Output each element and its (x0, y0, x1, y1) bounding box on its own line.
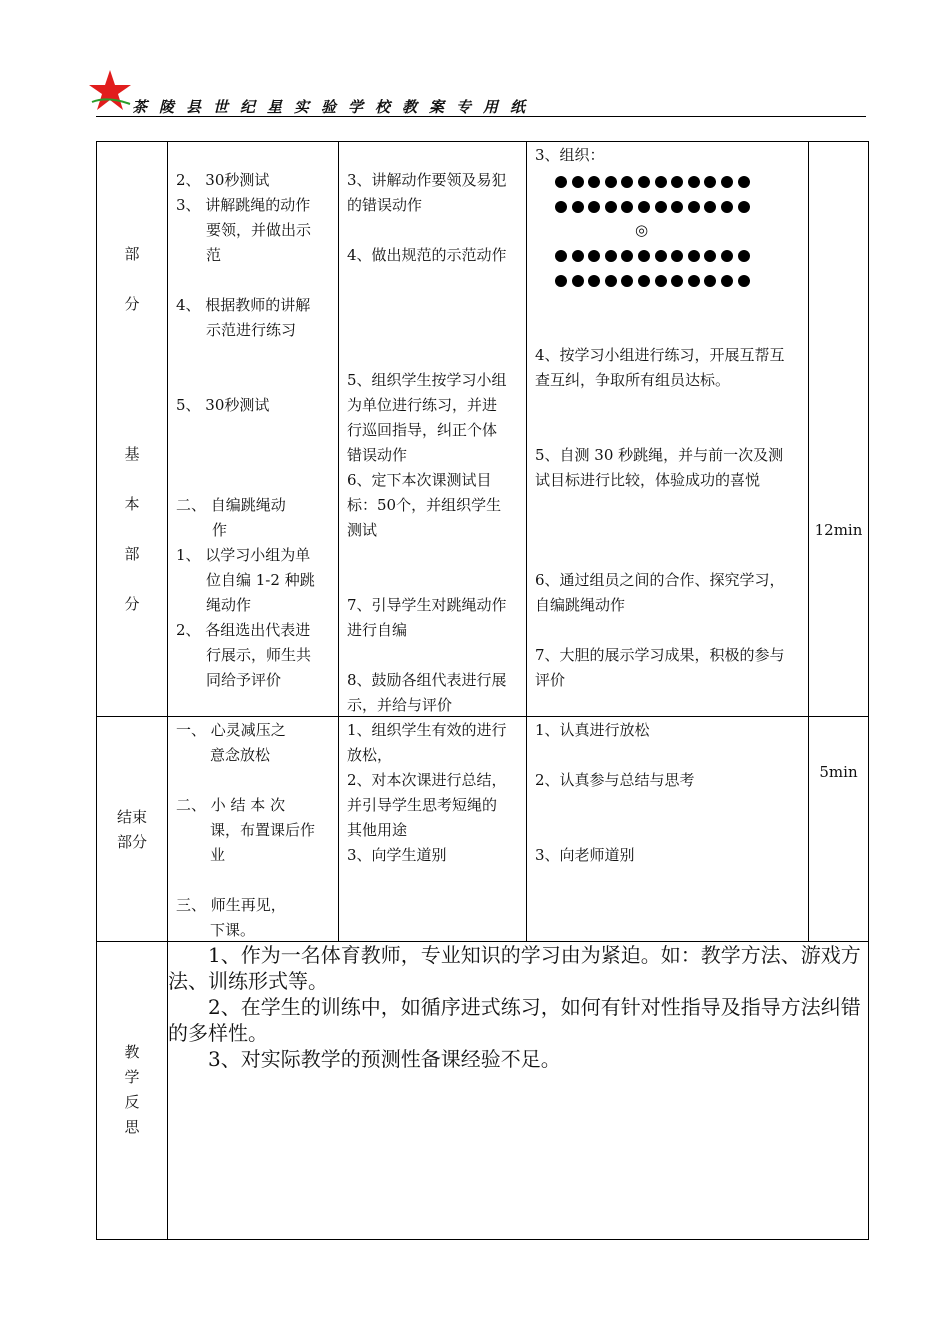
student-dot-icon (704, 250, 716, 262)
content-line: 4、 根据教师的讲解 (176, 296, 311, 314)
teacher-line: 2、对本次课进行总结， (347, 771, 507, 789)
student-dot-icon (671, 250, 683, 262)
student-line: 6、通过组员之间的合作、探究学习， (535, 571, 785, 589)
teacher-line: 3、讲解动作要领及易犯 (347, 171, 507, 189)
content-line: 课，布置课后作 (210, 821, 316, 839)
student-dot-icon (721, 250, 733, 262)
teacher-line: 进行自编 (347, 621, 408, 639)
teacher-line: 3、向学生道别 (347, 846, 447, 864)
content-line: 2、 30秒测试 (176, 171, 270, 189)
ending-teacher-cell (339, 717, 527, 942)
basic-section-label (97, 142, 168, 717)
teacher-line: 7、引导学生对跳绳动作 (347, 596, 507, 614)
student-line: 试目标进行比较，体验成功的喜悦 (535, 471, 761, 489)
header-rule (96, 116, 866, 117)
label-char: 分 (124, 595, 140, 613)
student-line: 查互纠，争取所有组员达标。 (535, 371, 731, 389)
teacher-line: 放松， (347, 746, 393, 764)
school-name: 茶陵县世纪星实验学校教案专用纸 (132, 98, 538, 116)
organization-label: 3、组织： (535, 146, 605, 164)
student-formation-row (555, 243, 754, 268)
content-line: 行展示，师生共 (206, 646, 312, 664)
teacher-line: 1、组织学生有效的进行 (347, 721, 507, 739)
teacher-line: 的错误动作 (347, 196, 423, 214)
student-dot-icon (671, 275, 683, 287)
student-dot-icon (605, 201, 617, 213)
student-dot-icon (572, 201, 584, 213)
time-value: 12min (814, 521, 863, 539)
content-line: 一、 心灵减压之 (176, 721, 286, 739)
student-dot-icon (621, 176, 633, 188)
reflection-section-row (97, 942, 869, 1240)
teacher-line: 4、做出规范的示范动作 (347, 246, 507, 264)
label-char: 分 (124, 295, 140, 313)
student-dot-icon (555, 201, 567, 213)
student-dot-icon (688, 201, 700, 213)
student-dot-icon (655, 201, 667, 213)
teacher-line: 8、鼓励各组代表进行展 (347, 671, 507, 689)
label-char: 反 (124, 1093, 140, 1111)
reflection-item: 3、对实际教学的预测性备课经验不足。 (208, 1047, 561, 1071)
student-dot-icon (588, 250, 600, 262)
student-line: 3、向老师道别 (535, 846, 635, 864)
content-line: 下课。 (210, 921, 256, 939)
content-line: 二、 自编跳绳动 (176, 496, 286, 514)
reflection-section-label (97, 942, 168, 1240)
content-line: 示范进行练习 (206, 321, 297, 339)
star-logo-icon (86, 68, 134, 114)
teacher-line: 为单位进行练习，并进 (347, 396, 498, 414)
student-line: 4、按学习小组进行练习，开展互帮互 (535, 346, 785, 364)
label-char: 本 (124, 495, 140, 513)
label-char: 教 (124, 1043, 140, 1061)
content-line: 1、 以学习小组为单 (176, 546, 311, 564)
lesson-plan-table (96, 141, 869, 1240)
content-line: 二、 小 结 本 次 (176, 796, 286, 814)
content-line: 要领，并做出示 (206, 221, 312, 239)
student-dot-icon (621, 201, 633, 213)
student-dot-icon (738, 176, 750, 188)
teacher-line: 错误动作 (347, 446, 408, 464)
basic-student-cell (527, 142, 809, 717)
student-dot-icon (605, 275, 617, 287)
student-dot-icon (704, 176, 716, 188)
basic-time-cell (809, 142, 869, 717)
student-dot-icon (638, 176, 650, 188)
basic-content-cell (168, 142, 339, 717)
student-dot-icon (588, 275, 600, 287)
student-dot-icon (738, 275, 750, 287)
student-line: 自编跳绳动作 (535, 596, 626, 614)
student-dot-icon (671, 176, 683, 188)
student-dot-icon (655, 250, 667, 262)
basic-section-row (97, 142, 869, 717)
student-dot-icon (638, 201, 650, 213)
student-dot-icon (738, 250, 750, 262)
label-line: 部分 (116, 833, 147, 851)
student-dot-icon (638, 250, 650, 262)
teacher-line: 5、组织学生按学习小组 (347, 371, 507, 389)
student-dot-icon (572, 176, 584, 188)
teacher-line: 标：50个，并组织学生 (347, 496, 502, 514)
student-dot-icon (605, 250, 617, 262)
teacher-line: 行巡回指导，纠正个体 (347, 421, 498, 439)
teacher-line: 其他用途 (347, 821, 408, 839)
content-line: 同给予评价 (206, 671, 282, 689)
reflection-item: 2、在学生的训练中，如循序进式练习，如何有针对性指导及指导方法纠错的多样性。 (168, 995, 861, 1045)
teacher-line: 示，并给与评价 (347, 696, 453, 714)
label-char: 部 (124, 545, 140, 563)
student-dot-icon (671, 201, 683, 213)
student-line: 5、自测 30 秒跳绳，并与前一次及测 (535, 446, 784, 464)
content-line: 2、 各组选出代表进 (176, 621, 311, 639)
student-line: 2、认真参与总结与思考 (535, 771, 695, 789)
reflection-item: 1、作为一名体育教师，专业知识的学习由为紧迫。如：教学方法、游戏方法、训练形式等。 (168, 943, 861, 993)
student-line: 评价 (535, 671, 566, 689)
student-dot-icon (688, 275, 700, 287)
label-char: 思 (124, 1118, 140, 1136)
student-dot-icon (655, 176, 667, 188)
student-dot-icon (588, 176, 600, 188)
ending-section-row (97, 717, 869, 942)
student-formation-row (555, 194, 754, 219)
content-line: 绳动作 (206, 596, 252, 614)
ending-time-cell (809, 717, 869, 942)
content-line: 3、 讲解跳绳的动作 (176, 196, 311, 214)
student-dot-icon (572, 275, 584, 287)
student-line: 7、大胆的展示学习成果，积极的参与 (535, 646, 785, 664)
time-value: 5min (819, 763, 858, 781)
student-dot-icon (572, 250, 584, 262)
ending-student-cell (527, 717, 809, 942)
student-dot-icon (704, 275, 716, 287)
teacher-position-icon: ◎ (635, 221, 649, 239)
teacher-line: 并引导学生思考短绳的 (347, 796, 498, 814)
student-dot-icon (605, 176, 617, 188)
student-dot-icon (555, 176, 567, 188)
reflection-content-cell (168, 942, 869, 1240)
content-line: 范 (206, 246, 222, 264)
student-dot-icon (621, 275, 633, 287)
student-line: 1、认真进行放松 (535, 721, 650, 739)
label-char: 基 (124, 445, 140, 463)
student-dot-icon (555, 250, 567, 262)
basic-teacher-cell (339, 142, 527, 717)
student-dot-icon (555, 275, 567, 287)
content-line: 位自编 1-2 种跳 (206, 571, 315, 589)
content-line: 5、 30秒测试 (176, 396, 270, 414)
teacher-line: 测试 (347, 521, 378, 539)
student-formation-row (555, 268, 754, 293)
ending-section-label (97, 717, 168, 942)
teacher-line: 6、定下本次课测试目 (347, 471, 492, 489)
student-dot-icon (721, 176, 733, 188)
content-line: 作 (212, 521, 228, 539)
student-dot-icon (704, 201, 716, 213)
page-header (86, 64, 866, 118)
student-dot-icon (588, 201, 600, 213)
student-dot-icon (688, 250, 700, 262)
label-char: 学 (124, 1068, 140, 1086)
student-dot-icon (738, 201, 750, 213)
student-dot-icon (638, 275, 650, 287)
content-line: 三、 师生再见， (176, 896, 286, 914)
student-dot-icon (621, 250, 633, 262)
content-line: 业 (210, 846, 226, 864)
content-line: 意念放松 (210, 746, 271, 764)
label-line: 结束 (116, 808, 147, 826)
ending-content-cell (168, 717, 339, 942)
student-formation-row (555, 169, 754, 194)
student-dot-icon (688, 176, 700, 188)
label-char: 部 (124, 245, 140, 263)
student-dot-icon (655, 275, 667, 287)
student-dot-icon (721, 275, 733, 287)
student-dot-icon (721, 201, 733, 213)
